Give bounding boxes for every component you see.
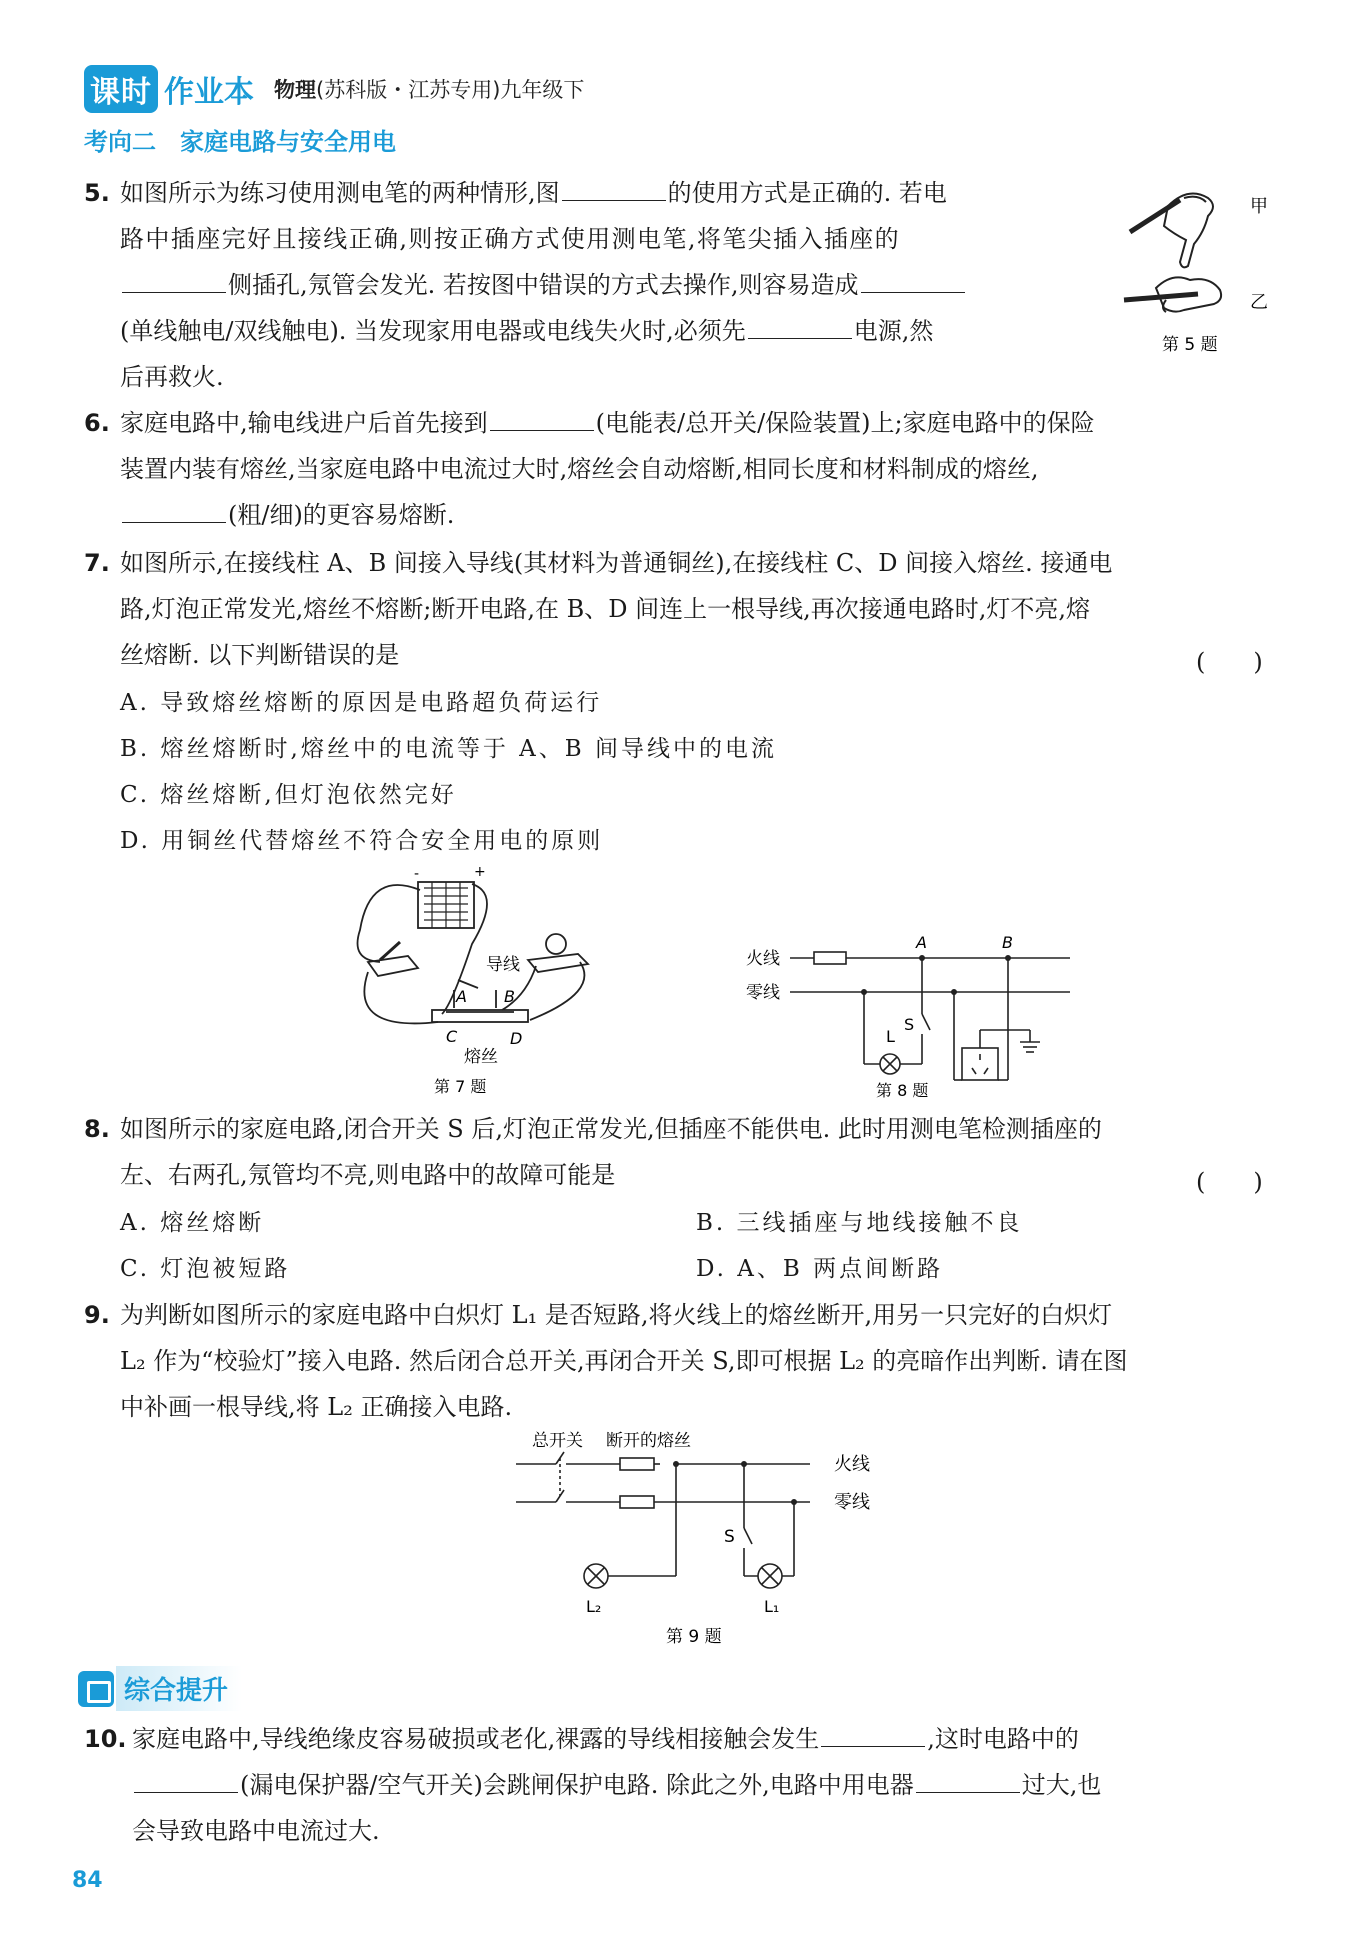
question-text: (单线触电/双线触电). 当发现家用电器或电线失火时,必须先 [120, 317, 746, 345]
question-text: 电源,然 [853, 317, 934, 345]
subject-label: 物理 [274, 78, 316, 102]
section-title: 考向二 家庭电路与安全用电 [84, 128, 396, 156]
book-subtitle [274, 74, 584, 104]
label-a: A [456, 987, 467, 1006]
label-broken-fuse: 断开的熔丝 [606, 1431, 691, 1451]
label-lamp: L [886, 1027, 895, 1046]
figure-label-jia: 甲 [1250, 196, 1268, 217]
question-text: 路,灯泡正常发光,熔丝不熔断;断开电路,在 B、D 间连上一根导线,再次接通电路时,灯不亮,熔 [120, 595, 1090, 623]
figure-5-test-pen [1110, 170, 1280, 360]
answer-blank[interactable] [490, 430, 594, 431]
answer-blank[interactable] [861, 292, 965, 293]
battery-minus: - [414, 866, 420, 882]
question-text: 的使用方式是正确的. 若电 [667, 179, 947, 207]
question-text: 如图所示的家庭电路,闭合开关 S 后,灯泡正常发光,但插座不能供电. 此时用测电笔检测插座的 [120, 1115, 1102, 1143]
question-number: 10. [84, 1725, 127, 1753]
section-band [78, 1666, 242, 1711]
option-c[interactable]: C. 熔丝熔断,但灯泡依然完好 [120, 782, 457, 808]
label-l1: L₁ [764, 1597, 780, 1616]
option-a[interactable]: A. 熔丝熔断 [120, 1210, 265, 1236]
brand-title: 作业本 [164, 75, 254, 110]
question-text: L₂ 作为“校验灯”接入电路. 然后闭合总开关,再闭合开关 S,即可根据 L₂ 的亮暗作出判断. 请在图 [120, 1347, 1128, 1375]
question-text: ,这时电路中的 [927, 1725, 1079, 1753]
question-text: 后再救火. [120, 363, 224, 391]
answer-blank[interactable] [562, 200, 666, 201]
label-b: B [1002, 933, 1013, 952]
question-text: 中补画一根导线,将 L₂ 正确接入电路. [120, 1393, 513, 1421]
label-switch: S [724, 1527, 735, 1547]
figure-7-circuit [318, 862, 628, 1102]
question-text: 家庭电路中,输电线进户后首先接到 [120, 409, 488, 437]
answer-blank[interactable] [122, 522, 226, 523]
option-b[interactable]: B. 三线插座与地线接触不良 [696, 1210, 1023, 1236]
answer-blank[interactable] [122, 292, 226, 293]
label-d: D [510, 1029, 523, 1048]
label-neutral-wire: 零线 [834, 1492, 870, 1513]
figure-9-circuit [510, 1430, 930, 1650]
question-text: 为判断如图所示的家庭电路中白炽灯 L₁ 是否短路,将火线上的熔丝断开,用另一只完好的白炽灯 [120, 1301, 1113, 1329]
answer-blank[interactable] [916, 1792, 1020, 1793]
question-text: 家庭电路中,导线绝缘皮容易破损或老化,裸露的导线相接触会发生 [132, 1725, 820, 1753]
label-neutral-wire: 零线 [746, 983, 780, 1003]
label-live-wire: 火线 [834, 1454, 870, 1475]
figure-caption: 第 8 题 [876, 1081, 929, 1100]
figure-caption: 第 7 题 [434, 1077, 487, 1096]
label-fuse: 熔丝 [464, 1047, 498, 1067]
figure-label-yi: 乙 [1250, 292, 1268, 313]
question-text: 路中插座完好且接线正确,则按正确方式使用测电笔,将笔尖插入插座的 [120, 225, 901, 253]
answer-bracket[interactable]: ( ) [1196, 1168, 1263, 1196]
question-text: 装置内装有熔丝,当家庭电路中电流过大时,熔丝会自动熔断,相同长度和材料制成的熔丝, [120, 455, 1039, 483]
question-text: 会导致电路中电流过大. [132, 1817, 380, 1845]
question-text: 左、右两孔,氖管均不亮,则电路中的故障可能是 [120, 1161, 616, 1189]
label-c: C [446, 1027, 458, 1046]
question-text: 侧插孔,氖管会发光. 若按图中错误的方式去操作,则容易造成 [228, 271, 859, 299]
option-c[interactable]: C. 灯泡被短路 [120, 1256, 291, 1282]
question-number: 6. [84, 409, 110, 437]
question-number: 8. [84, 1115, 110, 1143]
label-wire: 导线 [486, 955, 520, 975]
question-text: (粗/细)的更容易熔断. [228, 501, 455, 529]
question-number: 5. [84, 179, 110, 207]
question-text: (漏电保护器/空气开关)会跳闸保护电路. 除此之外,电路中用电器 [240, 1771, 914, 1799]
option-b[interactable]: B. 熔丝熔断时,熔丝中的电流等于 A、B 间导线中的电流 [120, 736, 777, 762]
answer-bracket[interactable]: ( ) [1196, 648, 1263, 676]
question-text: (电能表/总开关/保险装置)上;家庭电路中的保险 [595, 409, 1095, 437]
label-l2: L₂ [586, 1597, 602, 1616]
option-d[interactable]: D. A、B 两点间断路 [696, 1256, 944, 1282]
question-number: 7. [84, 549, 110, 577]
label-live-wire: 火线 [746, 949, 780, 969]
figure-caption: 第 9 题 [666, 1627, 722, 1647]
question-text: 丝熔断. 以下判断错误的是 [120, 641, 400, 669]
page-header [84, 66, 584, 112]
band-title: 综合提升 [116, 1666, 242, 1711]
figure-8-circuit [740, 930, 1080, 1100]
battery-plus: + [474, 864, 486, 880]
thumbs-up-icon [78, 1671, 114, 1707]
answer-blank[interactable] [821, 1746, 925, 1747]
option-d[interactable]: D. 用铜丝代替熔丝不符合安全用电的原则 [120, 828, 604, 854]
question-text: 过大,也 [1021, 1771, 1102, 1799]
brand-logo: 课时 [84, 65, 158, 113]
label-a: A [916, 933, 927, 952]
answer-blank[interactable] [748, 338, 852, 339]
question-number: 9. [84, 1301, 110, 1329]
page-number: 84 [72, 1868, 103, 1893]
question-text: 如图所示,在接线柱 A、B 间接入导线(其材料为普通铜丝),在接线柱 C、D 间接入熔丝. 接通电 [120, 549, 1113, 577]
label-main-switch: 总开关 [532, 1431, 583, 1451]
option-a[interactable]: A. 导致熔丝熔断的原因是电路超负荷运行 [120, 690, 603, 716]
question-text: 如图所示为练习使用测电笔的两种情形,图 [120, 179, 560, 207]
figure-caption: 第 5 题 [1162, 335, 1218, 355]
answer-blank[interactable] [134, 1792, 238, 1793]
label-b: B [504, 987, 515, 1006]
edition-label: (苏科版・江苏专用)九年级下 [316, 78, 585, 102]
label-switch: S [904, 1015, 915, 1034]
